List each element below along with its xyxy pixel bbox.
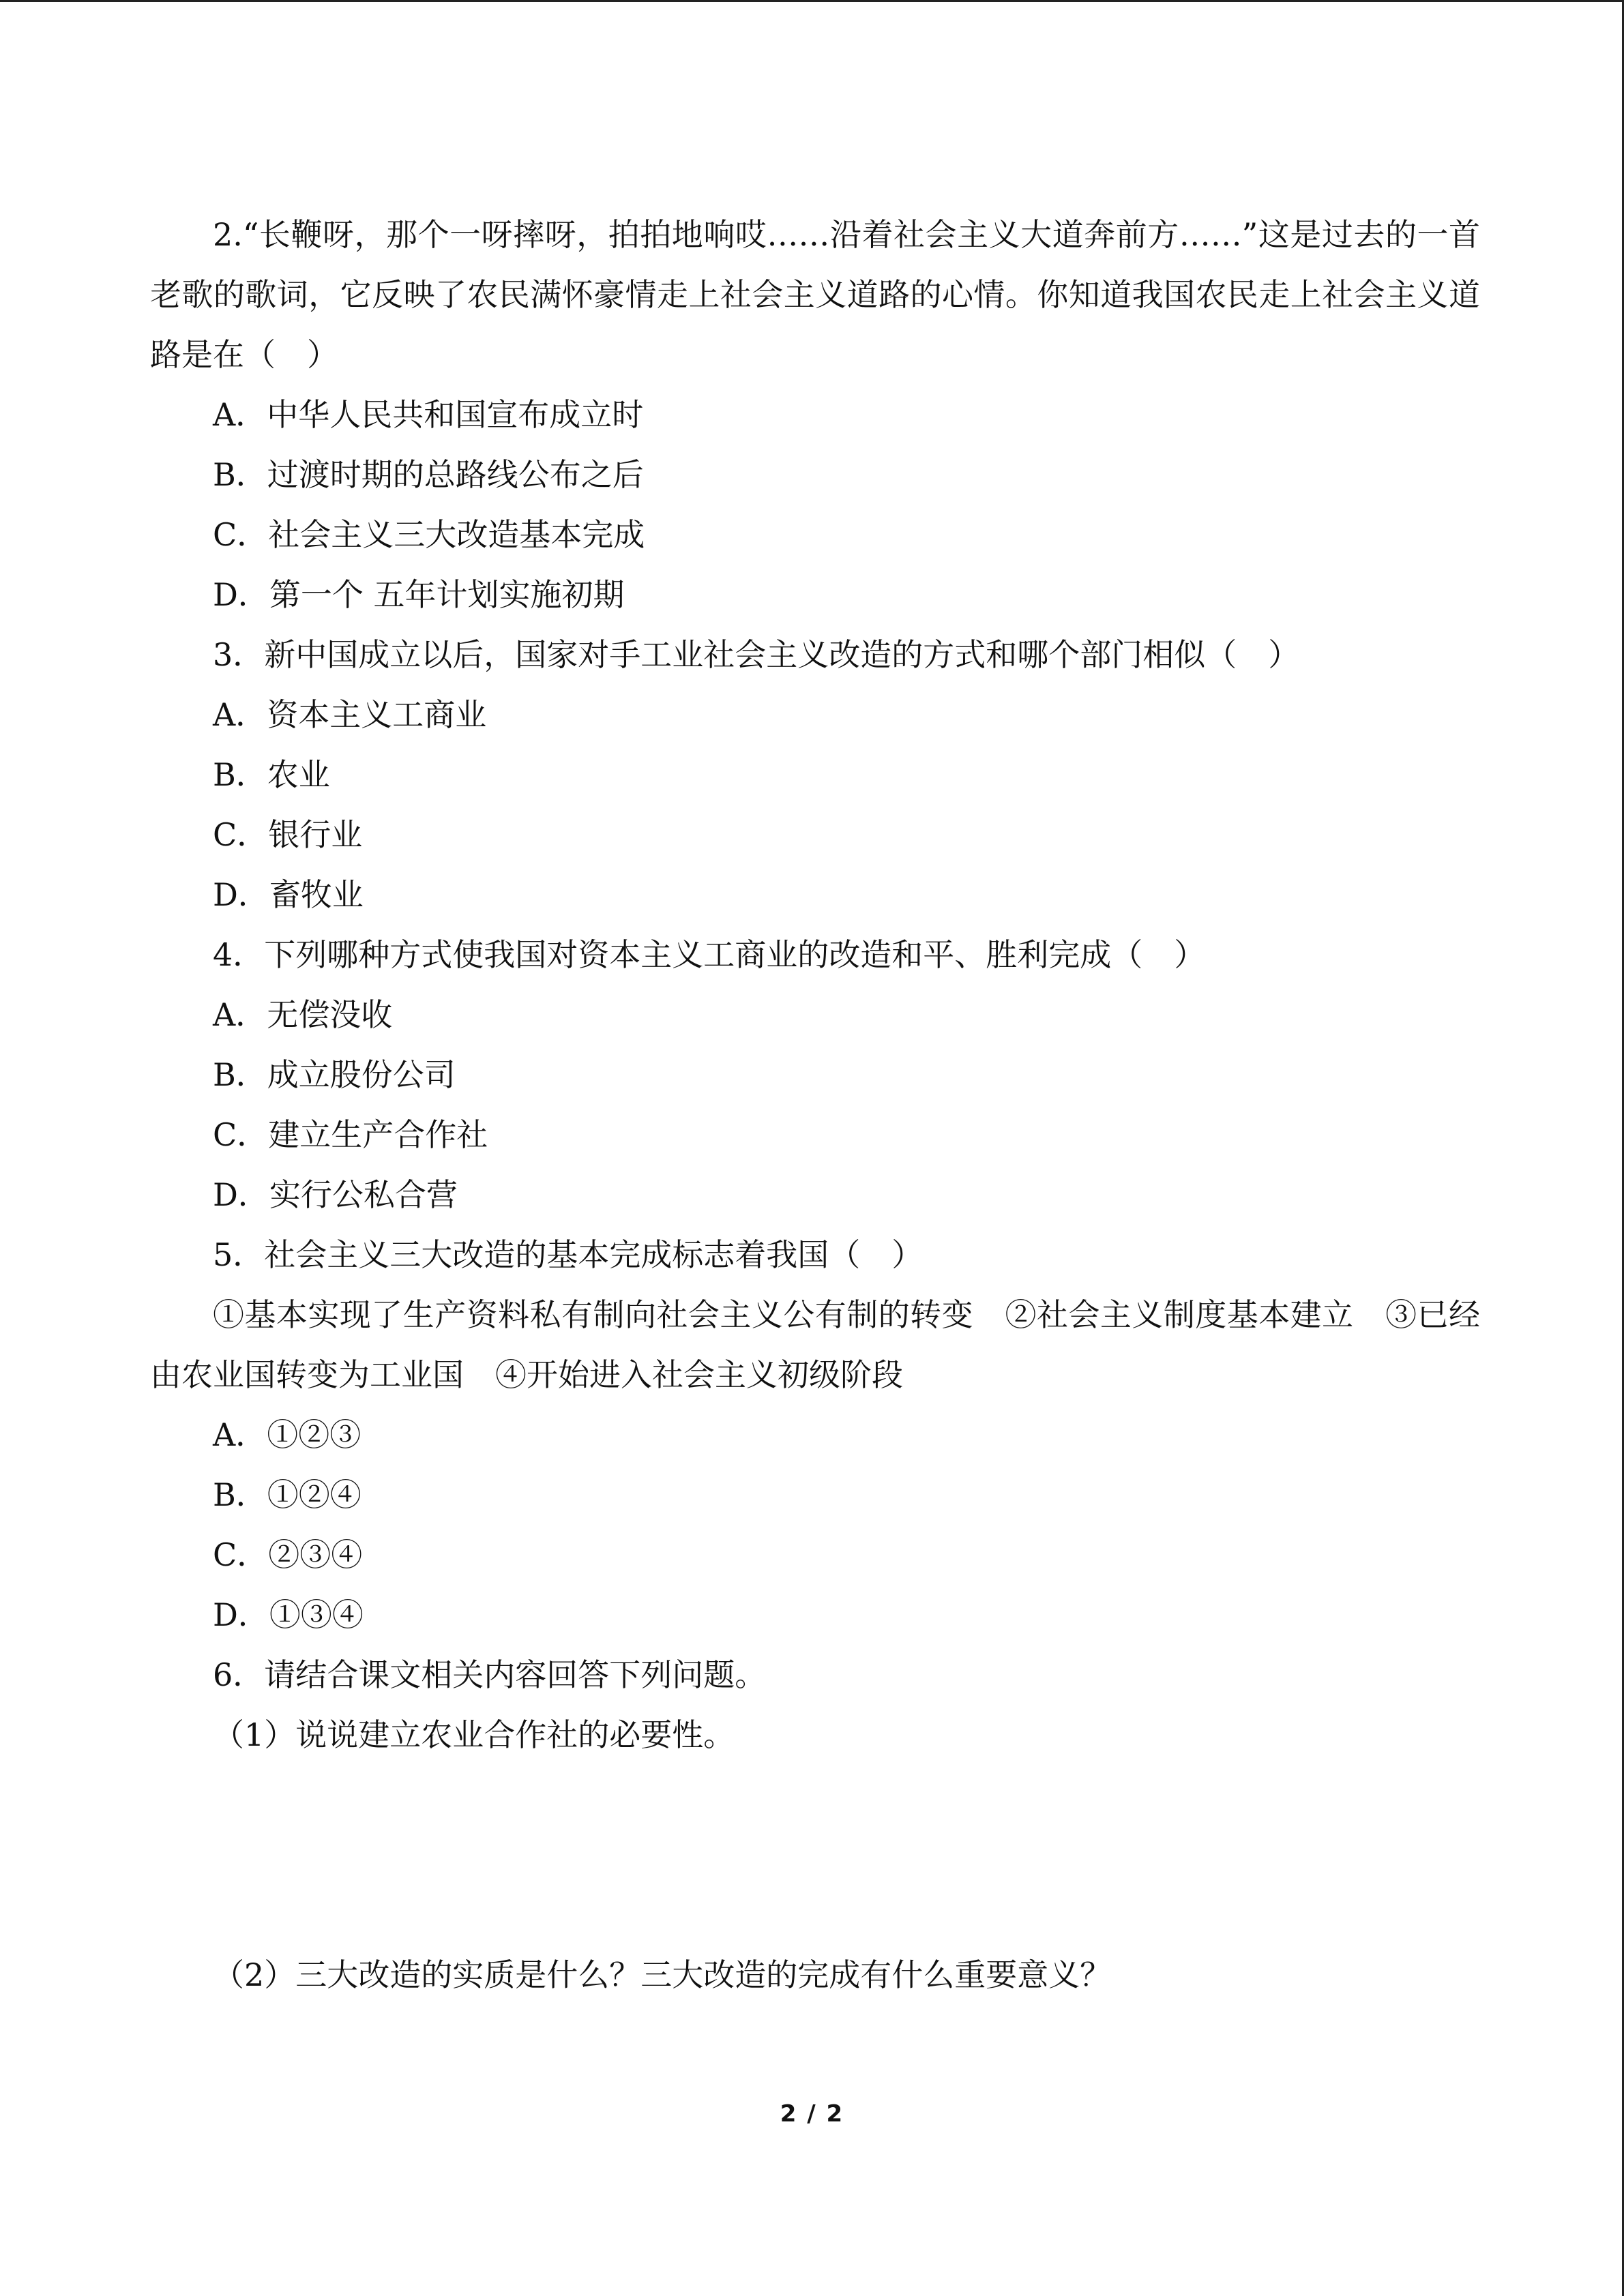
- question-6-subquestion-1: （1）说说建立农业合作社的必要性。: [213, 1716, 735, 1753]
- question-3-stem: 3．新中国成立以后，国家对手工业社会主义改造的方式和哪个部门相似（ ）: [213, 636, 1300, 673]
- question-6-subquestion-2: （2）三大改造的实质是什么？三大改造的完成有什么重要意义？: [213, 1956, 1112, 1993]
- question-5-option-a: A．①②③: [213, 1416, 361, 1453]
- page-border-top: [0, 0, 1624, 2]
- question-2-stem: 2.“长鞭呀，那个一呀摔呀，拍拍地响哎……沿着社会主义大道奔前方……”这是过去的一首老歌的歌词，它反映了农民满怀豪情走上社会主义道路的心情。你知道我国农民走上社会主义道路是在（ ）: [150, 216, 1480, 373]
- question-3-option-a: A．资本主义工商业: [213, 696, 487, 733]
- question-5-statements: ①基本实现了生产资料私有制向社会主义公有制的转变 ②社会主义制度基本建立 ③已经由农业国转变为工业国 ④开始进入社会主义初级阶段: [150, 1296, 1480, 1393]
- question-2-option-b: B．过渡时期的总路线公布之后: [213, 456, 644, 493]
- question-4-stem: 4．下列哪种方式使我国对资本主义工商业的改造和平、胜利完成（ ）: [213, 936, 1206, 973]
- question-3-option-b: B．农业: [213, 756, 330, 793]
- question-3-option-d: D．畜牧业: [213, 876, 364, 913]
- answer-space-1: [150, 1765, 1480, 1945]
- question-5-option-d: D．①③④: [213, 1596, 364, 1633]
- question-2-option-a: A．中华人民共和国宣布成立时: [213, 396, 644, 433]
- question-2-option-c: C．社会主义三大改造基本完成: [213, 516, 645, 553]
- question-4-option-b: B．成立股份公司: [213, 1056, 456, 1093]
- question-4-option-d: D．实行公私合营: [213, 1176, 458, 1213]
- question-4-option-c: C．建立生产合作社: [213, 1116, 488, 1153]
- question-4-option-a: A．无偿没收: [213, 996, 393, 1033]
- page-number: 2 / 2: [780, 2100, 844, 2128]
- question-5-option-b: B．①②④: [213, 1476, 361, 1513]
- question-2-option-d: D．第一个 五年计划实施初期: [213, 576, 625, 613]
- document-body: [150, 205, 1480, 2005]
- question-5-stem: 5．社会主义三大改造的基本完成标志着我国（ ）: [213, 1236, 924, 1273]
- question-6-stem: 6．请结合课文相关内容回答下列问题。: [213, 1656, 767, 1693]
- question-5-option-c: C．②③④: [213, 1536, 363, 1573]
- question-3-option-c: C．银行业: [213, 816, 363, 853]
